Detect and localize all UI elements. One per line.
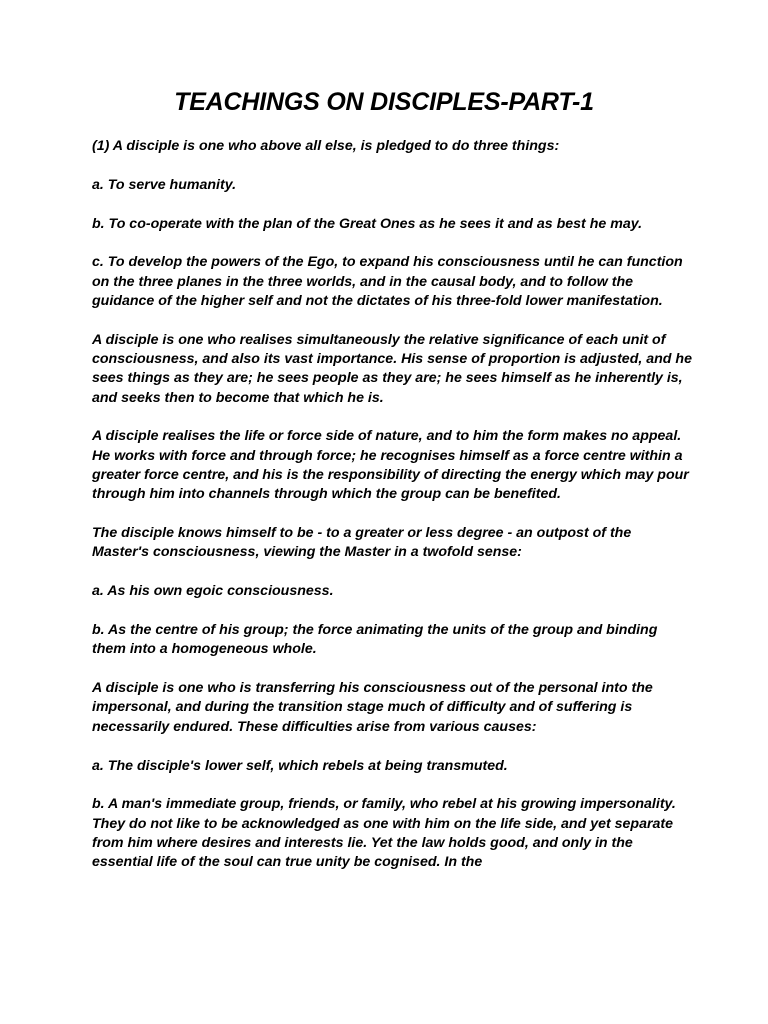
paragraph: b. A man's immediate group, friends, or family, who rebel at his growing impersonality. They do not like to be acknowledged as one with him on the life side, and yet separate from him where desires and interests lie. Yet the law holds good, and only in the essential life of the soul can true unity be cognised. In the [92, 796, 676, 871]
document-body [92, 137, 692, 892]
paragraph: c. To develop the powers of the Ego, to expand his consciousness until he can function on the three planes in the three worlds, and in the causal body, and to follow the guidance of the higher self and not the dictates of his three-fold lower manifestation. [92, 254, 683, 309]
paragraph: A disciple realises the life or force side of nature, and to him the form makes no appeal. He works with force and through force; he recognises himself as a force centre within a greater force centre, and his is the responsibility of directing the energy which may pour through him into channels through which the group can be benefited. [92, 428, 689, 503]
paragraph: a. As his own egoic consciousness. [92, 583, 334, 600]
paragraph: (1) A disciple is one who above all else, is pledged to do three things: [92, 138, 560, 154]
paragraph: a. To serve humanity. [92, 176, 237, 193]
paragraph: b. To co-operate with the plan of the Great Ones as he sees it and as best he may. [92, 215, 643, 232]
paragraph: b. As the centre of his group; the force animating the units of the group and binding them into a homogeneous whole. [92, 622, 658, 658]
paragraph: a. The disciple's lower self, which rebels at being transmuted. [92, 757, 508, 774]
document-title: TEACHINGS ON DISCIPLES-PART-1 [174, 88, 594, 116]
paragraph: A disciple is one who realises simultaneously the relative significance of each unit of consciousness, and also its vast importance. His sense of proportion is adjusted, and he sees things as they are; he sees people as they are; he sees himself as he inherently is, and seeks then to become that which he is. [92, 331, 692, 406]
paragraph: The disciple knows himself to be - to a greater or less degree - an outpost of the Master's consciousness, viewing the Master in a twofold sense: [92, 525, 632, 561]
paragraph: A disciple is one who is transferring his consciousness out of the personal into the impersonal, and during the transition stage much of difficulty and of suffering is necessarily endured. These difficulties arise from various causes: [92, 680, 653, 735]
